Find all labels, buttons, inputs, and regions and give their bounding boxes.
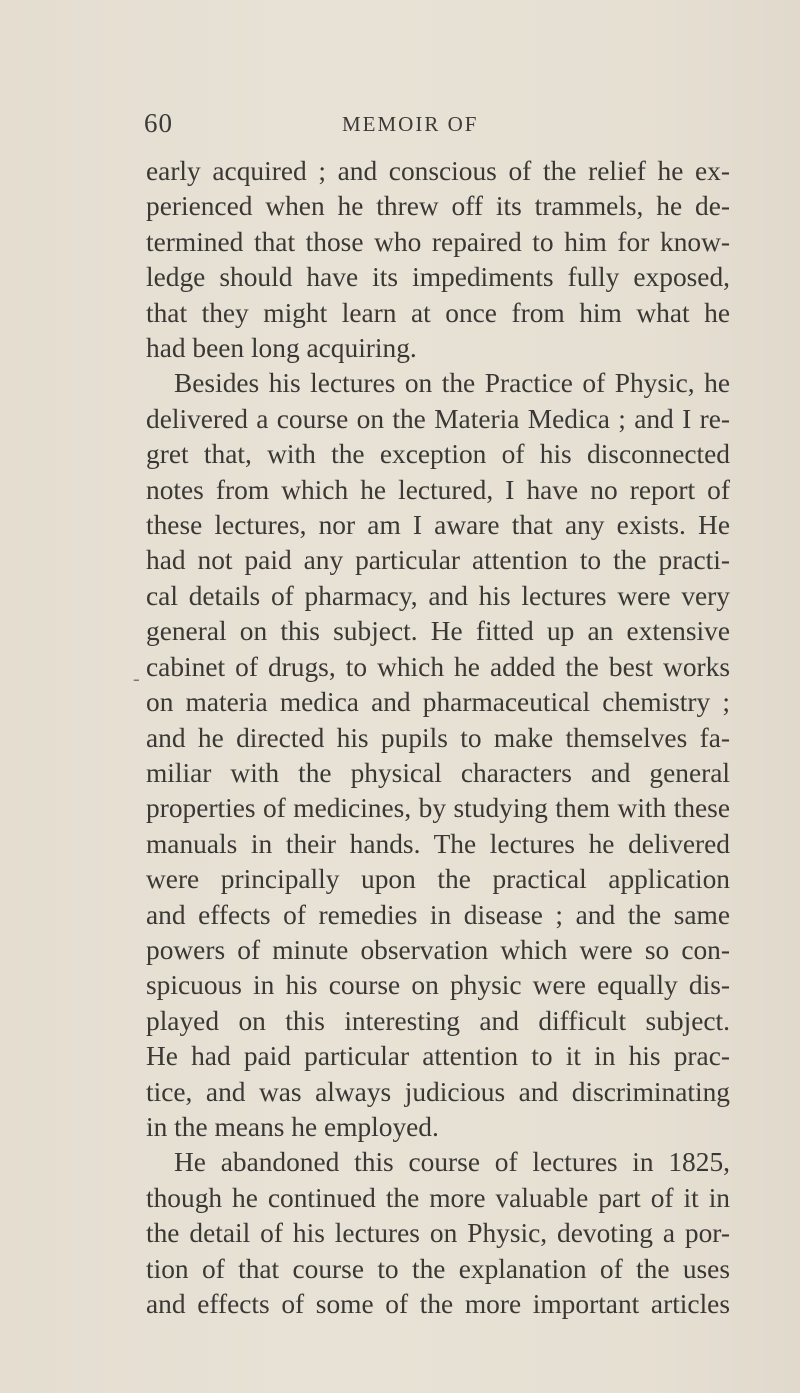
text-line: He abandoned this course of lectures in 1825, (174, 1147, 730, 1178)
text-line: cal details of pharmacy, and his lectures were very (146, 580, 730, 611)
text-line: and effects of some of the more important articles (146, 1289, 730, 1319)
running-head: MEMOIR OF (342, 112, 479, 136)
text-line: ledge should have its impediments fully exposed, (146, 262, 730, 293)
text-line: termined that those who repaired to him for know- (146, 226, 730, 257)
text-line: miliar with the physical characters and general (146, 757, 730, 788)
text-line: notes from which he lectured, I have no report of (146, 474, 730, 505)
text-line: manuals in their hands. The lectures he delivered (146, 828, 730, 859)
text-line: properties of medicines, by studying them with these (146, 793, 730, 824)
text-line: had not paid any particular attention to the practi- (146, 545, 730, 576)
body-text (146, 154, 730, 1322)
text-line: the detail of his lectures on Physic, devoting a por- (146, 1218, 730, 1249)
text-line: were principally upon the practical application (146, 864, 730, 895)
text-line: in the means he employed. (146, 1111, 439, 1142)
text-line: these lectures, nor am I aware that any exists. He (146, 510, 730, 541)
text-line: cabinet of drugs, to which he added the best works (146, 651, 730, 682)
text-line: Besides his lectures on the Practice of Physic, he (174, 368, 730, 399)
text-line: and he directed his pupils to make themselves fa- (146, 722, 730, 753)
text-line: tion of that course to the explanation of the uses (146, 1253, 730, 1284)
margin-mark: - (133, 668, 140, 690)
text-line: delivered a course on the Materia Medica ; and I re- (146, 403, 730, 434)
text-line: though he continued the more valuable part of it in (146, 1182, 730, 1213)
text-line: on materia medica and pharmaceutical chemistry ; (146, 687, 730, 718)
text-line: He had paid particular attention to it in his prac- (146, 1041, 730, 1072)
text-line: had been long acquiring. (146, 333, 417, 364)
page-header (144, 108, 744, 148)
text-line: played on this interesting and difficult subject. (146, 1005, 730, 1036)
text-line: gret that, with the exception of his disconnected (146, 439, 730, 470)
text-line: spicuous in his course on physic were equally dis- (146, 970, 730, 1001)
text-line: powers of minute observation which were so con- (146, 934, 730, 965)
text-line: general on this subject. He fitted up an extensive (146, 616, 730, 647)
text-line: perienced when he threw off its trammels, he de- (146, 191, 730, 222)
text-line: that they might learn at once from him what he (146, 297, 730, 328)
text-line: early acquired ; and conscious of the relief he ex- (146, 156, 730, 186)
text-line: tice, and was always judicious and discriminating (146, 1076, 730, 1107)
text-line: and effects of remedies in disease ; and the same (146, 899, 730, 930)
page-number: 60 (144, 108, 173, 138)
